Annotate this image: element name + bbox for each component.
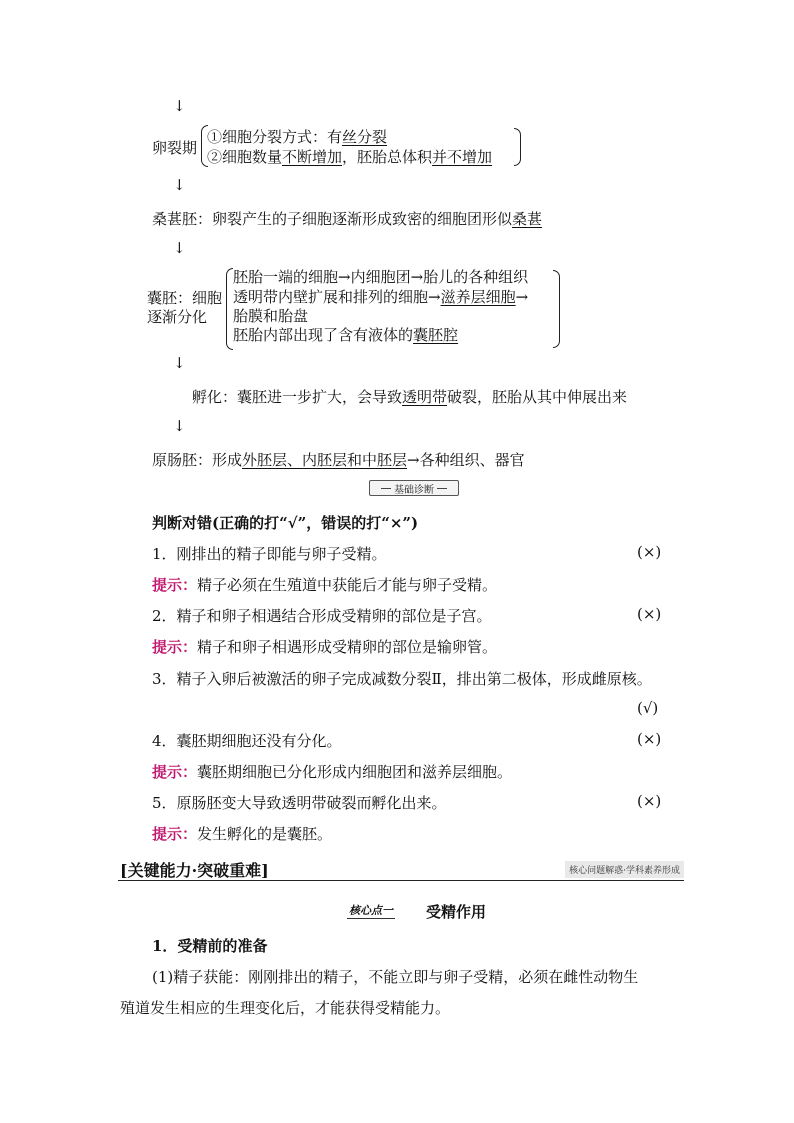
question-4: 4．囊胚期细胞还没有分化。 bbox=[152, 732, 342, 750]
gastrula-text-a: 原肠胚：形成 bbox=[152, 451, 243, 469]
gastrula-line bbox=[152, 449, 525, 470]
blastocyst-line2-text-a: 透明带内壁扩展和排列的细胞→ bbox=[233, 288, 441, 306]
blastocyst-line4 bbox=[233, 324, 458, 345]
blastocyst-line2 bbox=[233, 286, 528, 307]
blastocyst-line3: 胎膜和胎盘 bbox=[233, 307, 309, 325]
question-5: 5．原肠胚变大导致透明带破裂而孵化出来。 bbox=[152, 794, 447, 812]
hint-text: 囊胚期细胞已分化形成内细胞团和滋养层细胞。 bbox=[197, 763, 513, 781]
body-paragraph-line-1: (1)精子获能：刚刚排出的精子，不能立即与卵子受精，必须在雌性动物生 bbox=[152, 968, 639, 986]
blastocyst-label-2: 逐渐分化 bbox=[147, 308, 208, 326]
hint-text: 发生孵化的是囊胚。 bbox=[197, 825, 333, 843]
cleavage-line2 bbox=[207, 146, 492, 167]
hint-text: 精子必须在生殖道中获能后才能与卵子受精。 bbox=[197, 576, 498, 594]
flow-arrow: ↓ bbox=[173, 239, 186, 257]
section-header bbox=[118, 858, 684, 881]
flow-arrow: ↓ bbox=[173, 176, 186, 194]
gastrula-text-b: →各种组织、器官 bbox=[407, 451, 525, 469]
hint-2 bbox=[152, 636, 497, 657]
hatching-text-b: 破裂，胚胎从其中伸展出来 bbox=[447, 388, 628, 406]
body-heading: 1．受精前的准备 bbox=[152, 937, 268, 955]
cleavage-line2-text-b: ，胚胎总体积 bbox=[342, 148, 433, 166]
right-brace bbox=[514, 128, 521, 166]
question-1: 1．刚排出的精子即能与卵子受精。 bbox=[152, 545, 387, 563]
core-point-icon: 核心点一 bbox=[349, 904, 393, 917]
hint-label: 提示： bbox=[152, 576, 198, 594]
blastocyst-line4-text: 胚胎内部出现了含有液体的 bbox=[233, 326, 414, 344]
question-2: 2．精子和卵子相遇结合形成受精卵的部位是子宫。 bbox=[152, 607, 492, 625]
flow-arrow: ↓ bbox=[173, 354, 186, 372]
section-title: [关键能力·突破重难] bbox=[120, 861, 269, 880]
hatching-text-a: 孵化：囊胚进一步扩大，会导致 bbox=[192, 388, 403, 406]
diagnosis-badge bbox=[369, 480, 459, 496]
hint-4 bbox=[152, 761, 512, 782]
question-5-mark: (×) bbox=[637, 792, 662, 810]
hint-label: 提示： bbox=[152, 825, 198, 843]
badge-label: 基础诊断 bbox=[394, 484, 434, 496]
cleavage-line2-text-a: ②细胞数量 bbox=[207, 148, 283, 166]
hint-1 bbox=[152, 574, 497, 595]
hint-label: 提示： bbox=[152, 638, 198, 656]
blastocyst-line2-underline: 滋养层细胞 bbox=[440, 288, 516, 306]
hint-label: 提示： bbox=[152, 763, 198, 781]
core-point-title: 受精作用 bbox=[426, 903, 487, 921]
question-1-mark: (×) bbox=[637, 543, 662, 561]
blastocyst-line4-underline: 囊胚腔 bbox=[413, 326, 459, 344]
badge-divider bbox=[437, 488, 447, 489]
cleavage-line2-underline-2: 并不增加 bbox=[432, 148, 493, 166]
question-2-mark: (×) bbox=[637, 605, 662, 623]
question-3: 3．精子入卵后被激活的卵子完成减数分裂Ⅱ，排出第二极体，形成雌原核。 bbox=[152, 670, 652, 688]
flow-arrow: ↓ bbox=[173, 417, 186, 435]
badge-divider bbox=[381, 488, 391, 489]
hatching-underline: 透明带 bbox=[402, 388, 448, 406]
morula-underline: 桑葚 bbox=[512, 210, 543, 228]
morula-line bbox=[152, 208, 542, 229]
blastocyst-label-1: 囊胚：细胞 bbox=[147, 289, 223, 307]
left-brace bbox=[226, 268, 233, 350]
flow-arrow: ↓ bbox=[173, 97, 186, 115]
hatching-line bbox=[192, 386, 627, 407]
cleavage-line1-underline: 丝分裂 bbox=[342, 128, 388, 146]
cleavage-label: 卵裂期 bbox=[152, 139, 198, 157]
gastrula-underline: 外胚层、内胚层和中胚层 bbox=[242, 451, 408, 469]
cleavage-line1 bbox=[207, 126, 387, 147]
cleavage-line1-text: ①细胞分裂方式：有 bbox=[207, 128, 343, 146]
hint-text: 精子和卵子相遇形成受精卵的部位是输卵管。 bbox=[197, 638, 498, 656]
morula-text: 桑葚胚：卵裂产生的子细胞逐渐形成致密的细胞团形似 bbox=[152, 210, 513, 228]
cleavage-line2-underline-1: 不断增加 bbox=[282, 148, 343, 166]
blastocyst-line2-text-b: → bbox=[515, 288, 529, 306]
diagnosis-instruction: 判断对错(正确的打“√”，错误的打“×”) bbox=[152, 514, 419, 532]
right-brace bbox=[553, 270, 560, 348]
section-tag: 核心问题解惑·学科素养形成 bbox=[565, 861, 684, 878]
question-3-mark: (√) bbox=[637, 699, 659, 717]
question-4-mark: (×) bbox=[637, 730, 662, 748]
blastocyst-line1: 胚胎一端的细胞→内细胞团→胎儿的各种组织 bbox=[233, 268, 529, 286]
hint-5 bbox=[152, 823, 332, 844]
body-paragraph-line-2: 殖道发生相应的生理变化后，才能获得受精能力。 bbox=[120, 999, 451, 1017]
